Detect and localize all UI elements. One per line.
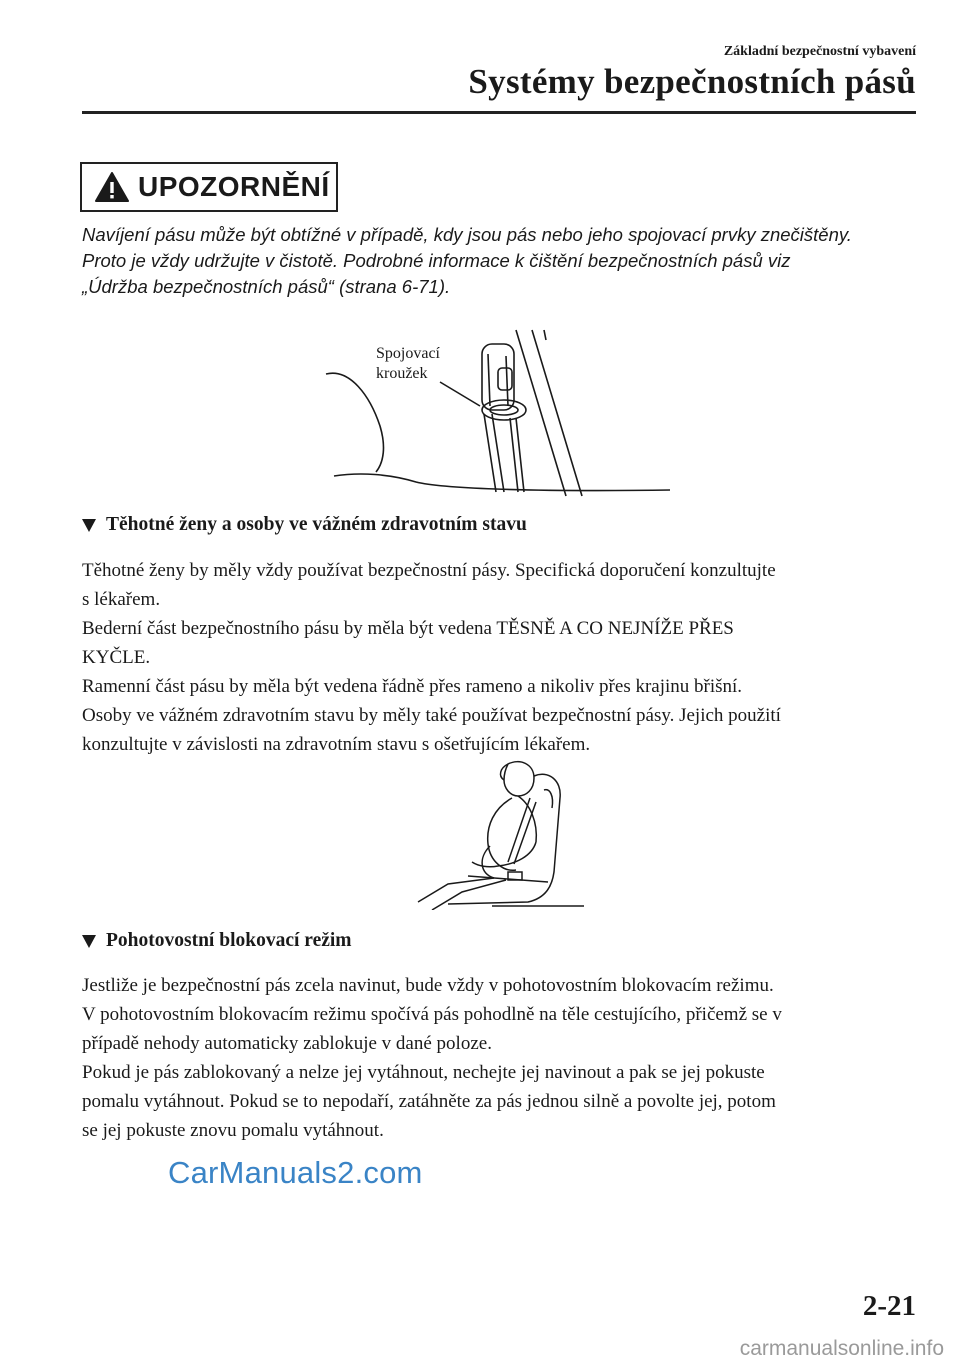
warning-banner	[80, 162, 338, 212]
body-line: KYČLE.	[82, 647, 151, 668]
body-line: se jej pokuste znovu pomalu vytáhnout.	[82, 1120, 384, 1141]
triangle-bullet-icon	[82, 519, 96, 532]
header-divider	[82, 111, 916, 114]
section-body-pregnant	[82, 556, 918, 759]
body-line: případě nehody automaticky zablokuje v dané poloze.	[82, 1033, 492, 1054]
section-heading-text: Těhotné ženy a osoby ve vážném zdravotním stavu	[106, 514, 527, 535]
body-line: pomalu vytáhnout. Pokud se to nepodaří, zatáhněte za pás jednou silně a povolte jej, potom	[82, 1091, 776, 1112]
header-section-title: Základní bezpečnostní vybavení	[723, 44, 916, 59]
body-line: Pokud je pás zablokovaný a nelze jej vytáhnout, nechejte jej navinout a pak se jej pokuste	[82, 1062, 765, 1083]
body-line: Těhotné ženy by měly vždy používat bezpečnostní pásy. Specifická doporučení konzultujte	[82, 560, 776, 581]
body-line: Osoby ve vážném zdravotním stavu by měly také používat bezpečnostní pásy. Jejich použití	[82, 705, 781, 726]
pregnant-woman-seatbelt-illustration	[408, 752, 584, 910]
site-watermark: CarManuals2.com	[168, 1155, 423, 1190]
warning-text	[82, 222, 922, 300]
seatbelt-ring-illustration	[320, 326, 680, 500]
footer-watermark: carmanualsonline.info	[739, 1337, 944, 1360]
warning-title: UPOZORNĚNÍ	[138, 171, 330, 202]
page-number: 2-21	[862, 1290, 916, 1322]
warning-line: Proto je vždy udržujte v čistotě. Podrobné informace k čištění bezpečnostních pásů viz	[82, 250, 791, 271]
section-heading-text: Pohotovostní blokovací režim	[106, 930, 352, 951]
ring-callout-label	[376, 344, 440, 384]
warning-line: Navíjení pásu může být obtížné v případě, kdy jsou pás nebo jeho spojovací prvky znečištěny.	[82, 224, 852, 245]
body-line: V pohotovostním blokovacím režimu spočívá pás pohodlně na těle cestujícího, přičemž se v	[82, 1004, 782, 1025]
body-line: Jestliže je bezpečnostní pás zcela navinut, bude vždy v pohotovostním blokovacím režimu.	[82, 975, 774, 996]
body-line: s lékařem.	[82, 589, 161, 610]
triangle-bullet-icon	[82, 935, 96, 948]
ring-callout-line: kroužek	[376, 365, 428, 382]
warning-triangle-icon	[94, 171, 130, 203]
header-chapter-title: Systémy bezpečnostních pásů	[468, 62, 916, 101]
warning-line: „Údržba bezpečnostních pásů“ (strana 6-71).	[82, 276, 451, 297]
section-body-lock-mode	[82, 971, 918, 1145]
ring-callout-line: Spojovací	[376, 345, 440, 362]
body-line: Ramenní část pásu by měla být vedena řádně přes rameno a nikoliv přes krajinu břišní.	[82, 676, 743, 697]
body-line: Bederní část bezpečnostního pásu by měla být vedena TĚSNĚ A CO NEJNÍŽE PŘES	[82, 618, 734, 639]
body-line: konzultujte v závislosti na zdravotním stavu s ošetřujícím lékařem.	[82, 734, 591, 755]
section-heading-lock-mode	[82, 930, 352, 952]
section-heading-pregnant	[82, 514, 527, 536]
